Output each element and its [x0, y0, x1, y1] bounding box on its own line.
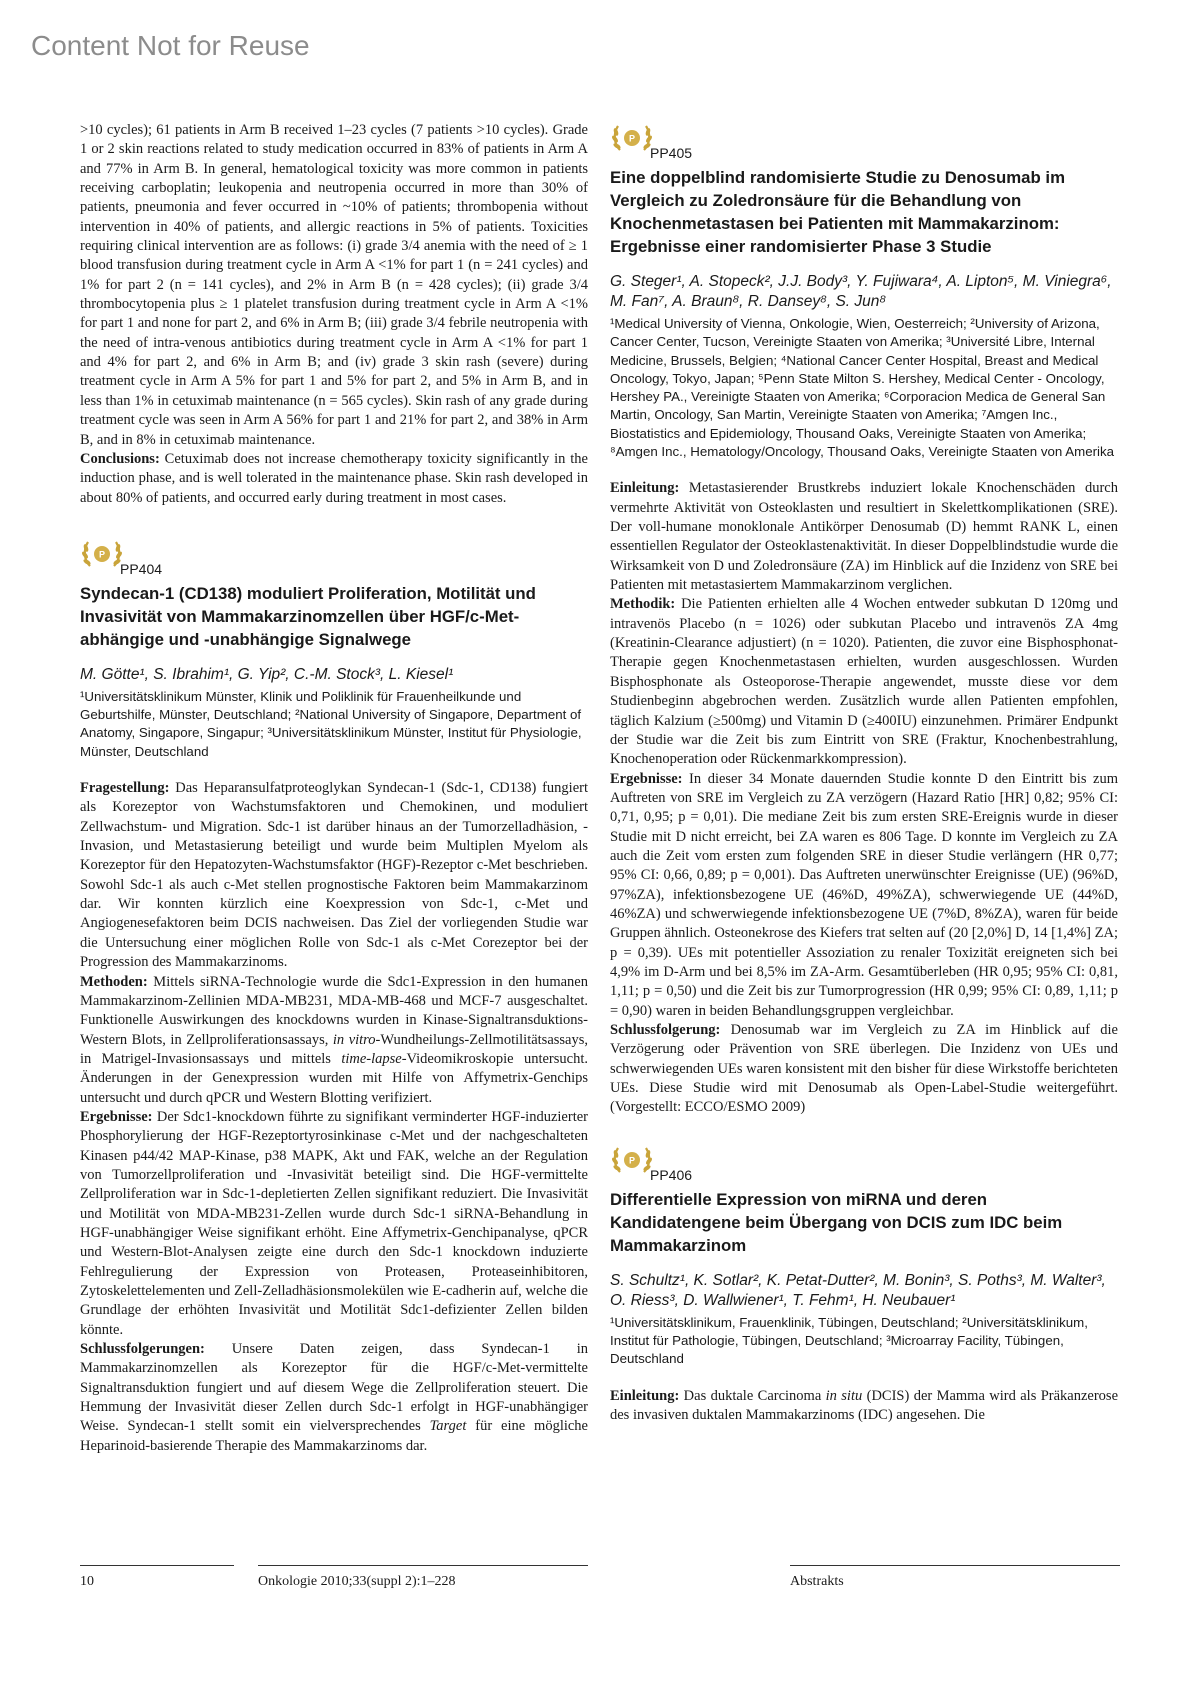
abstract-authors: S. Schultz¹, K. Sotlar², K. Petat-Dutter², M. Bonin³, S. Poths³, M. Walter³, O. Riess³, D. Wallwiener¹, T. Fehm¹, H. Neubauer¹ — [610, 1271, 1106, 1309]
laurel-wreath-icon — [610, 1140, 654, 1184]
conclusions-label: Conclusions: — [80, 450, 160, 467]
schlussfolgerungen-paragraph — [80, 1340, 588, 1456]
section-label: Einleitung: — [610, 1387, 680, 1404]
svg-text:P: P — [628, 133, 636, 144]
section-text: -Wundheilungs-Zellmotilitätsassays, in Matrigel-Invasionsassays und mittels — [80, 1031, 588, 1067]
section-text: Metastasierender Brustkrebs induziert lokale Knochenschäden durch vermehrte Aktivität von Osteoklasten und resultiert in Skelettkomplikationen (SRE). Der voll-humane monoklonale Antikörper Denosumab (D) hemmt RANK L, einen essentiellen Regulator der Osteoklastenaktivität. In dieser Doppelblindstudie wurde die Wirksamkeit von D und Zoledronsäure (ZA) im Hinblick auf die Inzidenz von SRE bei Patienten mit metastasiertem Mammakarzinom verglichen. — [610, 480, 1118, 594]
pp406-header — [610, 1140, 1118, 1184]
section-label: Ergebnisse: — [610, 770, 683, 787]
ergebnisse-paragraph — [610, 770, 1118, 1021]
section-name: Abstrakts — [790, 1574, 844, 1589]
left-column — [80, 121, 588, 1456]
svg-text:P: P — [98, 549, 106, 560]
italic-term: Target — [429, 1418, 467, 1435]
section-label: Schlussfolgerung: — [610, 1022, 721, 1038]
section-text: Denosumab war im Vergleich zu ZA im Hinblick auf die Verzögerung oder Prävention von SRE überlegen. Die Inzidenz von UEs und schwerwiegenden UEs waren konsistent mit den bisher für diese Wirkstoffe berichteten UEs. Diese Studie wird mit Denosumab als Open-Label-Studie weitergeführt. (Vorgestellt: ECCO/ESMO 2009) — [610, 1022, 1118, 1116]
right-column — [610, 118, 1118, 1425]
abstract-title: Syndecan-1 (CD138) moduliert Proliferation, Motilität und Invasivität von Mammakarzinomzellen über HGF/c-Met-abhängige und -unabhängige Signalwege — [80, 583, 536, 649]
section-label: Einleitung: — [610, 480, 680, 497]
page-number: 10 — [80, 1574, 94, 1589]
ergebnisse-paragraph — [80, 1108, 588, 1340]
laurel-wreath-icon — [610, 118, 654, 162]
italic-term: time-lapse — [341, 1050, 402, 1067]
conclusions-text: Cetuximab does not increase chemotherapy toxicity significantly in the induction phase, and is well tolerated in the maintenance phase. Skin rash developed in about 80% of patients, and occurred early during treatment in most cases. — [80, 450, 588, 506]
einleitung-paragraph — [610, 479, 1118, 595]
abstract-code: PP406 — [650, 1166, 693, 1183]
abstract-affiliations: ¹Universitätsklinikum Münster, Klinik und Poliklinik für Frauenheilkunde und Geburtshilfe, Münster, Deutschland; ²National University of Singapore, Department of Anatomy, Singapore, Singapur; ³Universitätsklinikum Münster, Institut für Physiologie, Münster, Deutschland — [80, 688, 582, 759]
abstract-authors: M. Götte¹, S. Ibrahim¹, G. Yip², C.-M. Stock³, L. Kiesel¹ — [80, 665, 454, 683]
schlussfolgerung-paragraph — [610, 1021, 1118, 1118]
abstract-affiliations: ¹Medical University of Vienna, Onkologie, Wien, Oesterreich; ²University of Arizona, Cancer Center, Tucson, Vereinigte Staaten von Amerika; ³Université Libre, Internal Medicine, Brussels, Belgien; ⁴National Cancer Center Hospital, Breast and Medical Oncology, Tokyo, Japan; ⁵Penn State Milton S. Hershey, Medical Center - Oncology, Hershey PA., Vereinigte Staaten von Amerika; ⁶Corporacion Medica de General San Martin, Oncology, San Martin, Vereinigte Staaten von Amerika; ⁷Amgen Inc., Biostatistics and Epidemiology, Thousand Oaks, Vereinigte Staaten von Amerika; ⁸Amgen Inc., Hematology/Oncology, Thousand Oaks, Vereinigte Staaten von Amerika — [610, 316, 1115, 460]
pp405-header — [610, 118, 1118, 162]
section-label: Methodik: — [610, 596, 676, 613]
abstract-title: Differentielle Expression von miRNA und deren Kandidatengene beim Übergang von DCIS zum IDC beim Mammakarzinom — [610, 1189, 1063, 1255]
section-text: Das duktale Carcinoma — [679, 1387, 826, 1404]
italic-term: in situ — [825, 1387, 863, 1404]
einleitung-paragraph — [610, 1387, 1118, 1426]
conclusions-paragraph — [80, 450, 588, 508]
section-label: Schlussfolgerungen: — [80, 1341, 205, 1358]
methoden-paragraph — [80, 973, 588, 1108]
abstract-affiliations: ¹Universitätsklinikum, Frauenklinik, Tübingen, Deutschland; ²Universitätsklinikum, Institut für Pathologie, Tübingen, Deutschland; ³Microarray Facility, Tübingen, Deutschland — [610, 1314, 1088, 1367]
continuation-paragraph — [80, 121, 588, 450]
methodik-paragraph — [610, 595, 1118, 769]
pp404-header — [80, 534, 588, 578]
section-text: Mittels siRNA-Technologie wurde die Sdc1-Expression in den humanen Mammakarzinom-Zellinien MDA-MB231, MDA-MB-468 und MCF-7 ausgeschaltet. Funktionelle Auswirkungen des knockdowns wurden in Kinase-Signaltransduktions-Western Blots, in Zellproliferationsassays, — [80, 973, 588, 1048]
section-text: Die Patienten erhielten alle 4 Wochen entweder subkutan D 120mg und intravenös Placebo (n = 1026) oder subkutan Placebo und intravenös ZA 4mg (Kreatinin-Clearance adjustiert) (n = 1020). Patienten, die zuvor eine Bisphosphonat-Therapie gegen Knochenmetastasen erhielten, wurden ausgeschlossen. Wurden Bisphosphonate als Osteoporose-Therapie angewendet, musste diese vor dem Studienbeginn abgebrochen werden. Zusätzlich wurde allen Patienten empfohlen, täglich Kalzium (≥500mg) und Vitamin D (≥400IU) einzunehmen. Primärer Endpunkt der Studie war die Zeit bis zum Eintritt von SRE (Fraktur, Knochenbestrahlung, Knochenoperation oder Rückenmarkkompression). — [610, 596, 1118, 768]
fragestellung-paragraph — [80, 779, 588, 972]
laurel-wreath-icon — [80, 534, 124, 578]
footer-rule — [790, 1565, 1120, 1566]
section-text: für eine mögliche Heparinoid-basierende Therapie des Mammakarzinoms dar. — [80, 1418, 588, 1454]
section-label: Ergebnisse: — [80, 1108, 153, 1125]
journal-citation: Onkologie 2010;33(suppl 2):1–228 — [258, 1574, 456, 1589]
abstract-code: PP404 — [120, 560, 163, 577]
footer-rule — [258, 1565, 588, 1566]
section-text: -Videomikroskopie untersucht. Änderungen in der Genexpression wurden mit Hilfe von Affymetrix-Genchips untersucht und durch qPCR und Western Blotting verifiziert. — [80, 1050, 588, 1106]
section-text: In dieser 34 Monate dauernden Studie konnte D den Eintritt bis zum Auftreten von SRE im Vergleich zu ZA verzögern (Hazard Ratio [HR] 0,82; 95% CI: 0,71, 0,95; p = 0,01). Die mediane Zeit bis zum ersten SRE-Ereignis wurde in dieser Studie mit D nicht erreicht, bei ZA waren es 806 Tage. D konnte im Vergleich zu ZA auch die Zeit vom ersten zum folgenden SRE in dieser Studie verlängern (HR 0,77; 95% CI: 0,66, 0,89; p = 0,001). Das Auftreten unerwünschter Ereignisse (UE) (96%D, 97%ZA), infektionsbezogene UE (46%D, 49%ZA), schwerwiegende UE (44%D, 46%ZA) und schwerwiegende infektionsbezogene UE (7%D, 8%ZA), waren für beide Gruppen ähnlich. Osteonekrose des Kiefers trat selten auf (20 [2,0%] D, 14 [1,4%] ZA; p = 0,39). UEs mit potentieller Assoziation zu renaler Toxizität ereigneten sich bei 4,9% im D-Arm und bei 8,5% im ZA-Arm. Gesamtüberleben (HR 0,95; 95% CI: 0,81, 1,11; p = 0,50) und die Zeit bis zur Tumorprogression (HR 0,99; 95% CI: 0,89, 1,11; p = 0,90) waren in beiden Behandlungsgruppen vergleichbar. — [610, 770, 1118, 1019]
section-text: Unsere Daten zeigen, dass Syndecan-1 in Mammakarzinomzellen als Korezeptor für die HGF/c-Met-vermittelte Signaltransduktion fungiert und auf diesem Wege die Zellproliferation steuert. Die Hemmung der Invasivität dieser Zellen durch Sdc-1 erfolgt in HGF-unabhängiger Weise. Syndecan-1 stellt somit ein vielversprechendes — [80, 1341, 588, 1435]
section-text: (DCIS) der Mamma wird als Präkanzerose des invasiven duktalen Mammakarzinoms (IDC) angesehen. Die — [610, 1387, 1118, 1423]
footer-rule — [80, 1565, 234, 1566]
section-label: Methoden: — [80, 973, 148, 990]
section-text: Das Heparansulfatproteoglykan Syndecan-1 (Sdc-1, CD138) fungiert als Korezeptor von Wachstumsfaktoren und Chemokinen, und moduliert Zellwachstum- und Migration. Sdc-1 ist darüber hinaus an der Tumorzelladhäsion, -Invasion, und Metastasierung beteiligt und wurde beim Multiplen Myelom als Korezeptor für den Hepatozyten-Wachstumsfaktor (HGF)-Rezeptor c-Met beschrieben. Sowohl Sdc-1 als auch c-Met stellen prognostische Faktoren beim Mammakarzinom dar. Wir konnten kürzlich eine Koexpression von Sdc-1, c-Met und Angiogenesefaktoren beim DCIS nachweisen. Das Ziel der vorliegenden Studie war die Untersuchung einer möglichen Rolle von Sdc-1 als c-Met Corezeptor bei der Progression des Mammakarzinoms. — [80, 780, 588, 971]
italic-term: in vitro — [332, 1031, 376, 1048]
continuation-text: >10 cycles); 61 patients in Arm B received 1–23 cycles (7 patients >10 cycles). Grade 1 or 2 skin reactions related to study medication occurred in 83% of patients in Arm A and 77% in Arm B. In general, hematological toxicity was more common in patients receiving carboplatin; leukopenia and neutropenia occurred in more than 30% of patients, pneumonia and fever occurred in ~10% of patients; thrombopenia without intervention in 40% of patients, and allergic reactions in 5% of patients. Toxicities requiring clinical intervention are as follows: (i) grade 3/4 anemia with the need of ≥ 1 blood transfusion during treatment cycle in Arm A <1% for part 1 (n = 241 cycles) and 1% for part 2 (n = 141 cycles), and 2% in Arm B (n = 428 cycles); (ii) grade 3/4 thrombocytopenia plus ≥ 1 platelet transfusion during treatment cycle in Arm A <1% for part 1 and none for part 2, and 6% in Arm B; (iii) grade 3/4 febrile neutropenia with the need of intra-venous antibiotics during treatment cycle in Arm A <1% for part 1 and 4% for part 2, and 6% in Arm B; and (iv) grade 3 skin rash (severe) during treatment cycle in Arm A 5% for part 1 and 5% for part 2, and 5% in Arm B, and in less than 1% in cetuximab maintenance (n = 565 cycles). Skin rash of any grade during treatment cycle was seen in Arm A 56% for part 1 and 21% for part 2, and 38% in Arm B, and in 8% in cetuximab maintenance. — [80, 122, 588, 448]
abstract-title: Eine doppelblind randomisierte Studie zu Denosumab im Vergleich zu Zoledronsäure für die Behandlung von Knochenmetastasen bei Patienten mit Mammakarzinom: Ergebnisse einer randomisierter Phase 3 Studie — [610, 168, 1066, 256]
section-label: Fragestellung: — [80, 780, 170, 797]
svg-text:P: P — [628, 1155, 636, 1166]
abstract-authors: G. Steger¹, A. Stopeck², J.J. Body³, Y. Fujiwara⁴, A. Lipton⁵, M. Viniegra⁶, M. Fan⁷, A. Braun⁸, R. Dansey⁸, S. Jun⁸ — [610, 273, 1112, 310]
abstract-code: PP405 — [650, 145, 693, 161]
watermark: Content Not for Reuse — [31, 30, 310, 61]
section-text: Der Sdc1-knockdown führte zu signifikant verminderter HGF-induzierter Phosphorylierung der HGF-Rezeptortyrosinkinase c-Met und der nachgeschalteten Kinasen p44/42 MAP-Kinase, p38 MAPK, Akt und FAK, welche an der Regulation von Tumorzellproliferation und -Invasivität beteiligt sind. Die HGF-vermittelte Zellproliferation war in Sdc-1-depletierten Zellen signifikant reduziert. Die Invasivität und Motilität von MDA-MB231-Zellen wurde durch Sdc-1 siRNA-Behandlung in HGF-unabhängiger Weise signifikant erhöht. Eine Affymetrix-Genchipanalyse, qPCR und Western-Blot-Analysen zeigte eine durch den Sdc-1 knockdown induzierte Fehlregulierung der Expression von Proteasen, Proteaseinhibitoren, Zytoskelettelementen und Zell-Zelladhäsionsmolekülen wie E-cadherin auf, welche die Grundlage der erhöhten Invasivität und Motilität Sdc1-defizienter Zellen bilden könnte. — [80, 1108, 588, 1338]
